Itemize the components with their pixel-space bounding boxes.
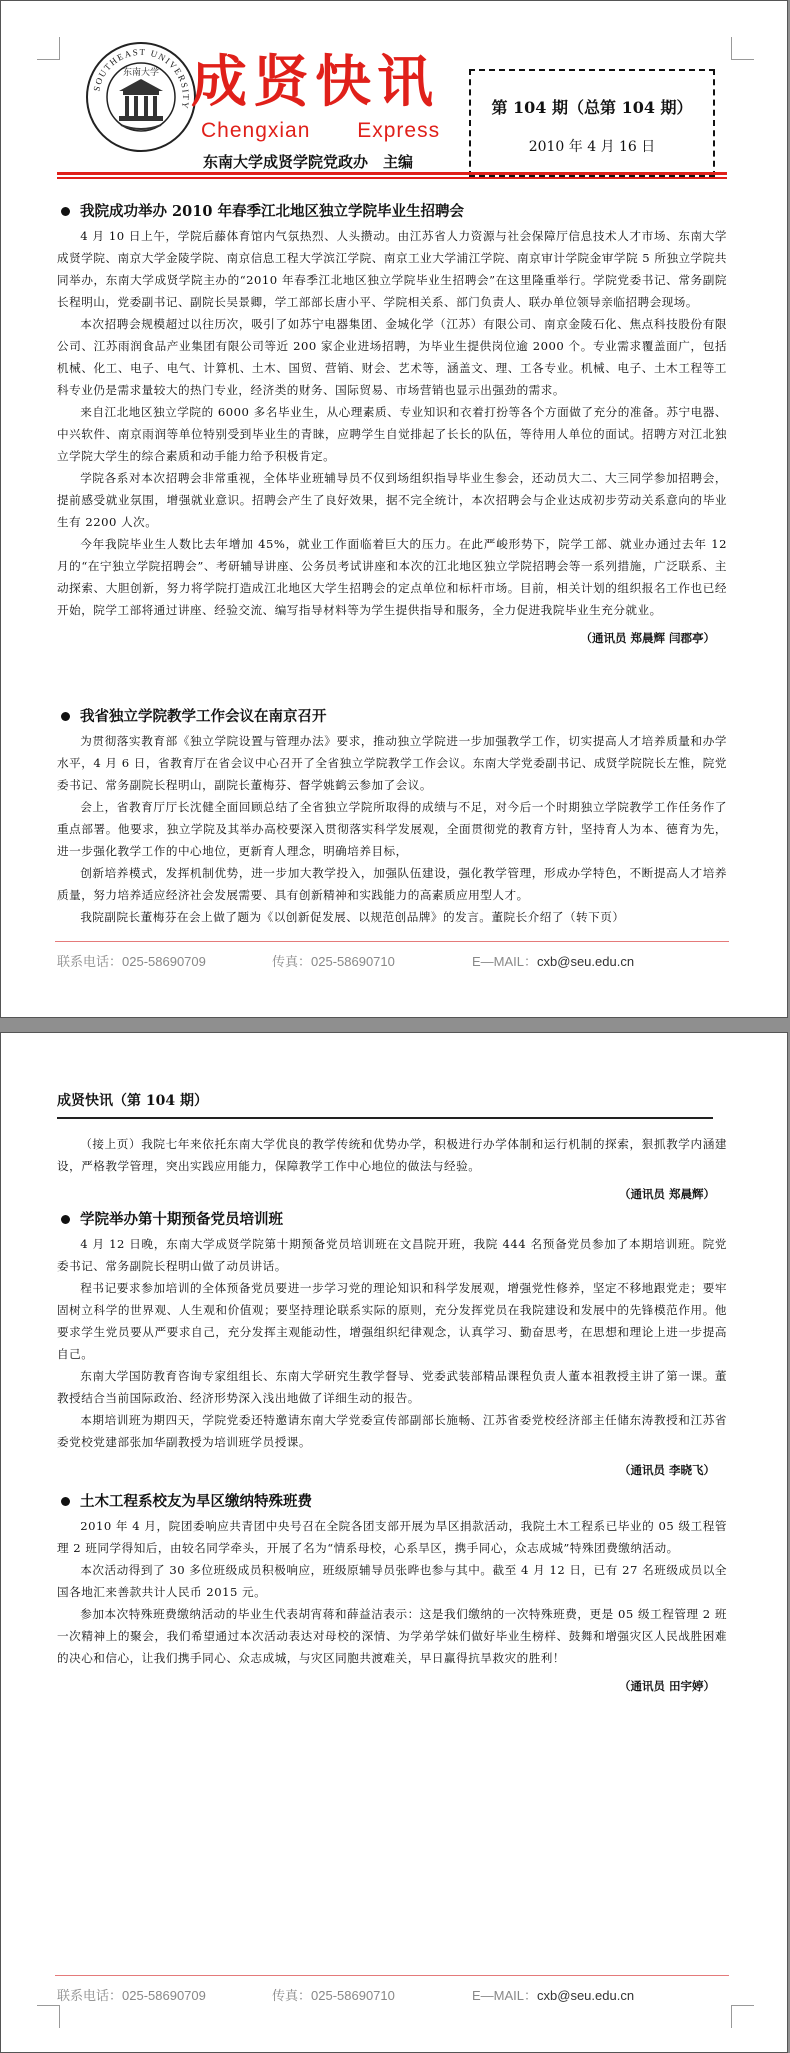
crop-mark bbox=[37, 2005, 60, 2028]
article-paragraph: 4 月 12 日晚，东南大学成贤学院第十期预备党员培训班在文昌院开班，我院 444 名预备党员参加了本期培训班。院党委书记、常务副院长程明山做了动员讲话。 bbox=[57, 1237, 727, 1273]
university-seal-logo bbox=[85, 41, 197, 153]
article-paragraph: 本期培训班为期四天，学院党委还特邀请东南大学党委宣传部副部长施畅、江苏省委党校经济部主任储东涛教授和江苏省委党校党建部张加华副教授为培训班学员授课。 bbox=[57, 1413, 727, 1449]
article-paragraph: 本次活动得到了 30 多位班级成员积极响应，班级原辅导员张晔也参与其中。截至 4 月 12 日，已有 27 名班级成员以全国各地汇来善款共计人民币 2015 元。 bbox=[57, 1563, 727, 1599]
footer-phone: 联系电话：025-58690709 bbox=[57, 954, 206, 969]
running-header-rule bbox=[57, 1117, 713, 1119]
newsletter-title: 成贤快讯 bbox=[191, 49, 439, 115]
issue-box bbox=[469, 69, 715, 177]
header-rule bbox=[57, 172, 727, 175]
newsletter-title-english: Chengxian Express bbox=[201, 119, 441, 142]
footer-rule bbox=[55, 941, 729, 942]
article-paragraph: 4 月 10 日上午，学院后藤体育馆内气氛热烈、人头攒动。由江苏省人力资源与社会保障厅信息技术人才市场、东南大学成贤学院、南京大学金陵学院、南京信息工程大学滨江学院、南京工业大学浦江学院、南京审计学院金审学院 5 所独立学院共同举办，东南大学成贤学院主办的“2010 年春季江北地区独立学院毕业生招聘会”在这里隆重举行。学院党委书记、常务副院长程明山，党委副书记、副院长吴景卿，学工部部长唐小平、学院相关系、部门负责人、联办单位领导亲临招聘会现场。 bbox=[57, 229, 727, 309]
article-paragraph: 今年我院毕业生人数比去年增加 45%，就业工作面临着巨大的压力。在此严峻形势下，院学工部、就业办通过去年 12 月的“在宁独立学院招聘会”、考研辅导讲座、公务员考试讲座和本次的江北地区独立学院招聘会等一系列措施，广泛联系、主动探索、大胆创新，努力将学院打造成江北地区大学生招聘会的定点单位和标杆市场。目前，相关计划的组织报名工作也已经开始，院学工部将通过讲座、经验交流、编写指导材料等为学生提供指导和服务，全力促进我院毕业生充分就业。 bbox=[57, 537, 727, 617]
bullet-icon bbox=[61, 1497, 70, 1506]
article-recruitment-fair bbox=[57, 201, 727, 649]
svg-text:东南大学: 东南大学 bbox=[122, 68, 160, 78]
article-paragraph: 来自江北地区独立学院的 6000 多名毕业生，从心理素质、专业知识和衣着打扮等各个方面做了充分的准备。苏宁电器、中兴软件、南京雨润等单位特别受到毕业生的青睐，应聘学生自觉排起了长长的队伍，等待用人单位的面试。招聘方对江北独立学院大学生的综合素质和动手能力给予积极肯定。 bbox=[57, 405, 727, 463]
article-paragraph: 创新培养模式，发挥机制优势，进一步加大教学投入，加强队伍建设，强化教学管理，形成办学特色，不断提高人才培养质量，努力培养适应经济社会发展需要、具有创新精神和实践能力的高素质应用型人才。 bbox=[57, 866, 727, 902]
bullet-icon bbox=[61, 207, 70, 216]
page-1 bbox=[0, 0, 788, 1018]
footer-fax: 传真：025-58690710 bbox=[272, 1988, 395, 2003]
footer-email: E—MAIL：cxb@seu.edu.cn bbox=[472, 1988, 635, 2003]
article-teaching-conference bbox=[57, 706, 727, 928]
crop-mark bbox=[731, 37, 754, 60]
article-paragraph: 本次招聘会规模超过以往历次，吸引了如苏宁电器集团、金城化学（江苏）有限公司、南京金陵石化、焦点科技股份有限公司、江苏雨润食品产业集团有限公司等近 200 家企业进场招聘，为毕业生提供岗位逾 2000 个。专业需求覆盖面广，包括机械、化工、电子、电气、计算机、土木、国贸、营销、财会、艺术等，涵盖文、理、工各专业。机械、电子、土木工程等工科专业仍是需求量较大的热门专业，经济类的财务、国际贸易、市场营销也显示出强劲的需求。 bbox=[57, 317, 727, 397]
article-byline: （通讯员 郑晨辉 闫郡亭） bbox=[580, 631, 715, 645]
article-paragraph: 参加本次特殊班费缴纳活动的毕业生代表胡宵蒋和薛益洁表示：这是我们缴纳的一次特殊班费，更是 05 级工程管理 2 班一次精神上的聚会，我们希望通过本次活动表达对母校的深情、为学弟学妹们做好毕业生榜样、鼓舞和增强灾区人民战胜困难的决心和信心，让我们携手同心、众志成城，与灾区同胞共渡难关，早日赢得抗旱救灾的胜利！ bbox=[57, 1607, 727, 1665]
article-paragraph: 为贯彻落实教育部《独立学院设置与管理办法》要求，推动独立学院进一步加强教学工作，切实提高人才培养质量和办学水平，4 月 6 日，省教育厅在省会议中心召开了全省独立学院教学工作会议。东南大学党委副书记、成贤学院院长左惟，院党委书记、常务副院长程明山，副院长董梅芬、督学姚鹤云参加了会议。 bbox=[57, 734, 727, 792]
article-heading: 土木工程系校友为旱区缴纳特殊班费 bbox=[57, 1491, 727, 1513]
article-drought-donation bbox=[57, 1491, 727, 1697]
footer-phone: 联系电话：025-58690709 bbox=[57, 1988, 206, 2003]
page-2 bbox=[0, 1032, 788, 2053]
running-header: 成贤快讯（第 104 期） bbox=[57, 1093, 208, 1109]
footer-fax: 传真：025-58690710 bbox=[272, 954, 395, 969]
issue-number: 第 104 期（总第 104 期） bbox=[491, 98, 693, 117]
article-heading: 学院举办第十期预备党员培训班 bbox=[57, 1209, 727, 1231]
article-paragraph: （接上页）我院七年来依托东南大学优良的教学传统和优势办学，积极进行办学体制和运行机制的探索，狠抓教学内涵建设，严格教学管理，突出实践应用能力，保障教学工作中心地位的做法与经验。 bbox=[57, 1137, 727, 1173]
editor-line: 东南大学成贤学院党政办 主编 bbox=[203, 153, 414, 171]
article-byline: （通讯员 郑晨辉） bbox=[618, 1187, 715, 1201]
article-heading: 我院成功举办 2010 年春季江北地区独立学院毕业生招聘会 bbox=[57, 201, 727, 223]
crop-mark bbox=[37, 37, 60, 60]
svg-text:SOUTHEAST UNIVERSITY: SOUTHEAST UNIVERSITY bbox=[91, 46, 192, 111]
footer-rule bbox=[55, 1975, 729, 1976]
crop-mark bbox=[731, 2005, 754, 2028]
article-paragraph: 东南大学国防教育咨询专家组组长、东南大学研究生教学督导、党委武装部精品课程负责人董本祖教授主讲了第一课。董教授结合当前国际政治、经济形势深入浅出地做了详细生动的报告。 bbox=[57, 1369, 727, 1405]
issue-date: 2010 年 4 月 16 日 bbox=[528, 139, 656, 155]
bullet-icon bbox=[61, 1215, 70, 1224]
article-heading: 我省独立学院教学工作会议在南京召开 bbox=[57, 706, 727, 728]
article-paragraph: 学院各系对本次招聘会非常重视，全体毕业班辅导员不仅到场组织指导毕业生参会，还动员大二、大三同学参加招聘会，提前感受就业氛围，增强就业意识。招聘会产生了良好效果，据不完全统计，本次招聘会与企业达成初步劳动关系意向的毕业生有 2200 人次。 bbox=[57, 471, 727, 529]
article-party-training bbox=[57, 1209, 727, 1481]
article-byline: （通讯员 田宇婷） bbox=[618, 1679, 715, 1693]
bullet-icon bbox=[61, 712, 70, 721]
header-rule bbox=[57, 177, 727, 179]
article-paragraph: 程书记要求参加培训的全体预备党员要进一步学习党的理论知识和科学发展观，增强党性修养，坚定不移地跟党走；要牢固树立科学的世界观、人生观和价值观；要坚持理论联系实际的原则，充分发挥党员在我院建设和发展中的先锋模范作用。他要求学生党员要从严要求自己，充分发挥主观能动性，增强组织纪律观念，认真学习、勤奋思考，在思想和理论上进一步提高自己。 bbox=[57, 1281, 727, 1361]
article-paragraph: 2010 年 4 月，院团委响应共青团中央号召在全院各团支部开展为旱区捐款活动，我院土木工程系已毕业的 05 级工程管理 2 班同学得知后，由较名同学牵头，开展了名为“情系母校，心系旱区，携手同心，众志成城”特殊团费缴纳活动。 bbox=[57, 1519, 727, 1555]
article-continued bbox=[57, 1133, 727, 1205]
article-paragraph: 会上，省教育厅厅长沈健全面回顾总结了全省独立学院所取得的成绩与不足，对今后一个时期独立学院教学工作任务作了重点部署。他要求，独立学院及其举办高校要深入贯彻落实科学发展观，全面贯彻党的教育方针，坚持育人为本、德育为先，进一步强化教学工作的中心地位，更新育人理念，明确培养目标， bbox=[57, 800, 727, 858]
footer-email: E—MAIL：cxb@seu.edu.cn bbox=[472, 954, 635, 969]
article-paragraph: 我院副院长董梅芬在会上做了题为《以创新促发展、以规范创品牌》的发言。董院长介绍了（转下页） bbox=[80, 910, 625, 924]
article-byline: （通讯员 李晓飞） bbox=[618, 1463, 715, 1477]
